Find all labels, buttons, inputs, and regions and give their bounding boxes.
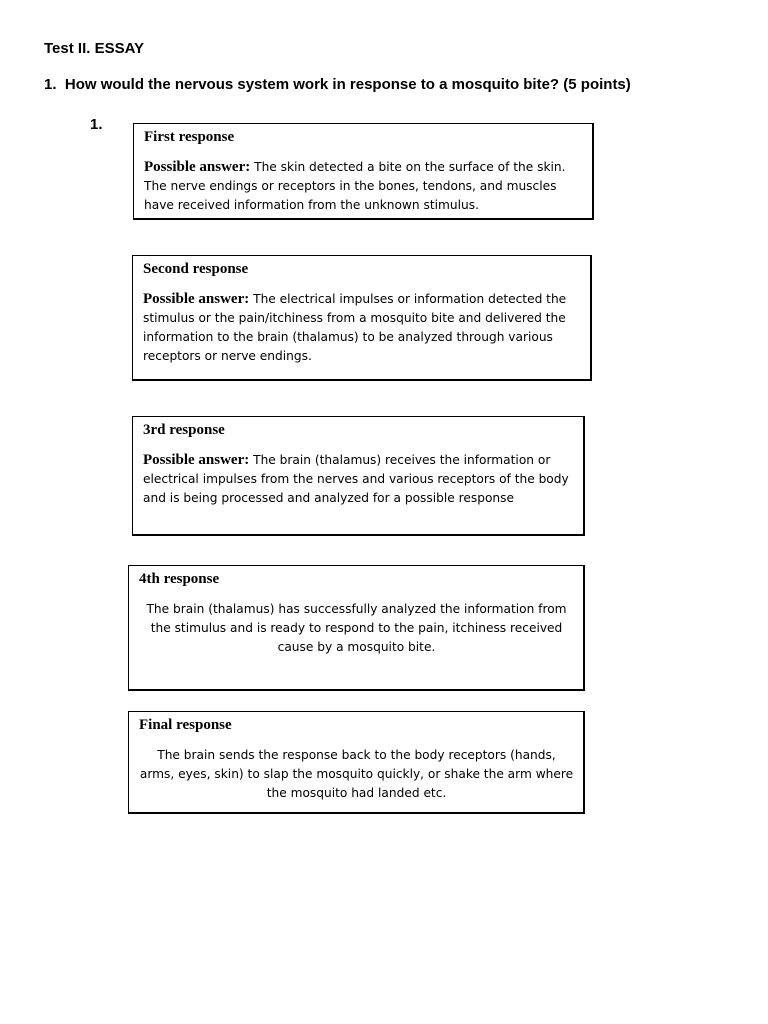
response-text xyxy=(144,158,583,215)
response-answer: The brain sends the response back to the body receptors (hands, arms, eyes, skin) to slap the mosquito quickly, or shake the arm where the mosquito had landed etc. xyxy=(139,748,574,800)
response-text xyxy=(143,290,581,366)
sub-item-number: 1. xyxy=(90,116,103,133)
response-heading: First response xyxy=(144,129,235,145)
response-answer: The brain (thalamus) receives the information or electrical impulses from the nerves and various receptors of the body and is being processed and analyzed for a possible response xyxy=(143,453,569,505)
response-text xyxy=(143,451,574,508)
response-box-fourth xyxy=(128,565,585,691)
response-box-third xyxy=(132,416,585,536)
response-answer: The brain (thalamus) has successfully analyzed the information from the stimulus and is ready to respond to the pain, itchiness received cause by a mosquito bite. xyxy=(146,602,567,654)
test-title: Test II. ESSAY xyxy=(44,40,145,57)
response-box-second xyxy=(132,255,592,381)
response-heading: Final response xyxy=(139,717,232,733)
response-heading: 4th response xyxy=(139,571,220,587)
response-heading: 3rd response xyxy=(143,422,225,438)
question-points: (5 points) xyxy=(563,76,631,93)
response-heading: Second response xyxy=(143,261,249,277)
response-answer: The electrical impulses or information detected the stimulus or the pain/itchiness from a mosquito bite and delivered the information to the brain (thalamus) to be analyzed through various receptors or nerve endings. xyxy=(143,292,567,363)
response-box-first xyxy=(133,123,594,220)
question-line xyxy=(44,76,631,93)
response-answer: The skin detected a bite on the surface of the skin. The nerve endings or receptors in the bones, tendons, and muscles have received information from the unknown stimulus. xyxy=(144,160,566,212)
response-box-final xyxy=(128,711,585,814)
question-number: 1. xyxy=(44,76,57,93)
possible-answer-label: Possible answer: xyxy=(144,159,251,175)
possible-answer-label: Possible answer: xyxy=(143,291,250,307)
question-text: How would the nervous system work in response to a mosquito bite? xyxy=(64,76,560,93)
possible-answer-label: Possible answer: xyxy=(143,452,250,468)
